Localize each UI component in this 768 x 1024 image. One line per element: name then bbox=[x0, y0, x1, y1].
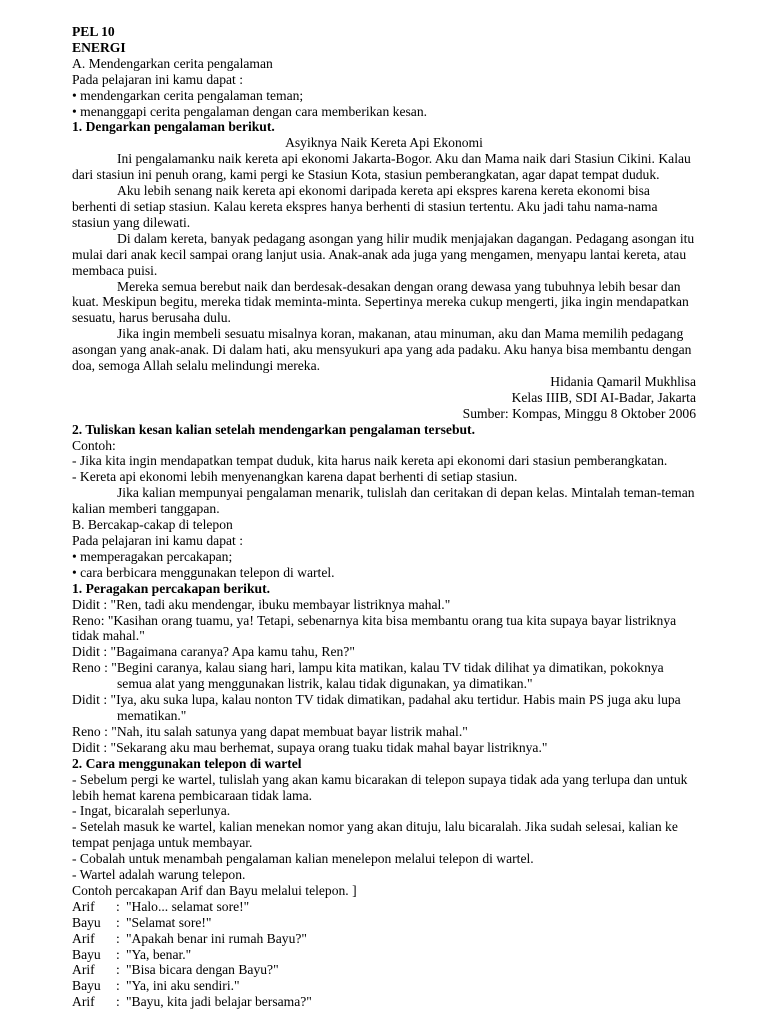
section-b-intro: Pada pelajaran ini kamu dapat : bbox=[72, 533, 243, 548]
story-source: Sumber: Kompas, Minggu 8 Oktober 2006 bbox=[462, 405, 696, 421]
story-paragraph: Ini pengalamanku naik kereta api ekonomi Jakarta-Bogor. Aku dan Mama naik dari Stasiun Cikini. Kalau dari stasiun ini penuh orang, kami pergi ke Stasiun Kota, stasiun pemberangkatan, agar dapat tempat duduk. bbox=[72, 151, 691, 183]
story-paragraph: Di dalam kereta, banyak pedagang asongan yang hilir mudik menjajakan dagangan. Pedagang asongan itu mulai dari anak kecil sampai orang lanjut usia. Anak-anak ada juga yang mengamen, menyapu lantai kereta, atau membaca puisi. bbox=[72, 230, 695, 278]
conversation-speaker: Bayu bbox=[72, 978, 101, 994]
section-a-title: A. Mendengarkan cerita pengalaman bbox=[72, 55, 273, 71]
dialog-line: Didit : "Ren, tadi aku mendengar, ibuku membayar listriknya mahal." bbox=[72, 596, 451, 612]
conversation-intro: Contoh percakapan Arif dan Bayu melalui telepon. ] bbox=[72, 882, 357, 898]
conversation-line bbox=[72, 962, 696, 978]
conversation-speaker: Bayu bbox=[72, 946, 101, 962]
conversation-text: "Apakah benar ini rumah Bayu?" bbox=[126, 930, 307, 946]
conversation-speaker: Arif bbox=[72, 898, 95, 914]
conversation-speaker: Arif bbox=[72, 962, 95, 978]
tip-item: - Ingat, bicaralah seperlunya. bbox=[72, 803, 231, 819]
conversation-colon: : bbox=[116, 914, 120, 930]
example-item: - Kereta api ekonomi lebih menyenangkan karena dapat berhenti di setiap stasiun. bbox=[72, 469, 518, 485]
conversation-text: "Bayu, kita jadi belajar bersama?" bbox=[126, 994, 312, 1010]
dialog-line: Reno: "Kasihan orang tuamu, ya! Tetapi, sebenarnya kita bisa membantu orang tua kita supaya bayar listriknya tidak mahal." bbox=[72, 612, 677, 644]
example-item: - Jika kita ingin mendapatkan tempat duduk, kita harus naik kereta api ekonomi dari stasiun pemberangkatan. bbox=[72, 453, 668, 469]
dialog-line: Didit : "Iya, aku suka lupa, kalau nonton TV tidak dimatikan, padahal aku tertidur. Habis main PS juga aku lupa mematikan." bbox=[72, 692, 681, 723]
section-b-goal: • cara berbicara menggunakan telepon di wartel. bbox=[72, 564, 335, 580]
conversation-speaker: Arif bbox=[72, 994, 95, 1010]
section-a-intro: Pada pelajaran ini kamu dapat : bbox=[72, 71, 243, 87]
dialog-line: Didit : "Bagaimana caranya? Apa kamu tahu, Ren?" bbox=[72, 644, 355, 660]
story-paragraph: Aku lebih senang naik kereta api ekonomi daripada kereta api ekspres karena kereta ekonomi bisa berhenti di setiap stasiun. Kalau kereta ekspres hanya berhenti di stasiun tertentu. Aku jadi tahu nama-nama stasiun yang dilewati. bbox=[72, 183, 658, 230]
tip-item: - Cobalah untuk menambah pengalaman kalian menelepon melalui telepon di wartel. bbox=[72, 851, 534, 867]
dialog-line: Reno : "Begini caranya, kalau siang hari, lampu kita matikan, kalau TV tidak dilihat ya dimatikan, pokoknya semua alat yang menggunakan listrik, kalau tidak digunakan, ya dimatikan." bbox=[72, 660, 664, 692]
conversation-line bbox=[72, 994, 696, 1010]
dialog-line: Reno : "Nah, itu salah satunya yang dapat membuat bayar listrik mahal." bbox=[72, 723, 468, 739]
story-title: Asyiknya Naik Kereta Api Ekonomi bbox=[285, 135, 483, 151]
conversation-text: "Ya, ini aku sendiri." bbox=[126, 978, 240, 994]
story-paragraph: Jika ingin membeli sesuatu misalnya koran, makanan, atau minuman, aku dan Mama memilih pedagang asongan yang anak-anak. Di dalam hati, aku mensyukuri apa yang ada padaku. Aku hanya bisa membantu dengan doa, semoga Allah selalu melindungi mereka. bbox=[72, 326, 692, 374]
conversation-line bbox=[72, 947, 696, 963]
conversation-line bbox=[72, 931, 696, 947]
lesson-topic: ENERGI bbox=[72, 39, 126, 55]
section-a-closing: Jika kalian mempunyai pengalaman menarik, tulislah dan ceritakan di depan kelas. Mintalah teman-teman kalian memberi tanggapan. bbox=[72, 485, 695, 517]
conversation-line bbox=[72, 899, 696, 915]
conversation-text: "Ya, benar." bbox=[126, 946, 192, 962]
conversation-colon: : bbox=[116, 978, 120, 994]
section-a-task-2-title: 2. Tuliskan kesan kalian setelah mendengarkan pengalaman tersebut. bbox=[72, 421, 475, 437]
tip-item: - Wartel adalah warung telepon. bbox=[72, 867, 246, 883]
story-paragraph: Mereka semua berebut naik dan berdesak-desakan dengan orang dewasa yang tubuhnya lebih besar dan kuat. Meskipun begitu, mereka tidak meminta-minta. Sepertinya mereka cukup mengerti, jika ingin mendapatkan sesuatu, harus berusaha dulu. bbox=[72, 278, 689, 326]
section-a-goal: • menanggapi cerita pengalaman dengan cara memberikan kesan. bbox=[72, 103, 428, 119]
conversation-colon: : bbox=[116, 946, 120, 962]
conversation-colon: : bbox=[116, 930, 120, 946]
section-b-task-1-title: 1. Peragakan percakapan berikut. bbox=[72, 580, 271, 596]
story-author: Hidania Qamaril Mukhlisa bbox=[550, 373, 696, 389]
conversation-speaker: Arif bbox=[72, 930, 95, 946]
conversation-colon: : bbox=[116, 898, 120, 914]
conversation-text: "Halo... selamat sore!" bbox=[126, 898, 250, 914]
section-a-task-1-title: 1. Dengarkan pengalaman berikut. bbox=[72, 119, 275, 135]
conversation-speaker: Bayu bbox=[72, 914, 101, 930]
section-b-title: B. Bercakap-cakap di telepon bbox=[72, 517, 233, 533]
conversation-line bbox=[72, 915, 696, 931]
tip-item: - Setelah masuk ke wartel, kalian menekan nomor yang akan dituju, lalu bicaralah. Jika sudah selesai, kalian ke tempat penjaga untuk membayar. bbox=[72, 819, 678, 851]
lesson-number: PEL 10 bbox=[72, 24, 115, 39]
section-b-task-2-title: 2. Cara menggunakan telepon di wartel bbox=[72, 755, 302, 771]
dialog-line: Didit : "Sekarang aku mau berhemat, supaya orang tuaku tidak mahal bayar listriknya." bbox=[72, 739, 548, 755]
conversation-text: "Bisa bicara dengan Bayu?" bbox=[126, 962, 279, 978]
conversation-colon: : bbox=[116, 962, 120, 978]
story-author-class: Kelas IIIB, SDI AI-Badar, Jakarta bbox=[511, 389, 696, 405]
section-a-goal: • mendengarkan cerita pengalaman teman; bbox=[72, 87, 304, 103]
section-b-goal: • memperagakan percakapan; bbox=[72, 548, 233, 564]
conversation-text: "Selamat sore!" bbox=[126, 914, 212, 930]
document-page bbox=[72, 24, 696, 1010]
conversation-line bbox=[72, 978, 696, 994]
conversation-colon: : bbox=[116, 994, 120, 1010]
example-label: Contoh: bbox=[72, 437, 116, 453]
tip-item: - Sebelum pergi ke wartel, tulislah yang akan kamu bicarakan di telepon supaya tidak ada yang terlupa dan untuk lebih hemat karena pembicaraan tidak lama. bbox=[72, 771, 688, 803]
